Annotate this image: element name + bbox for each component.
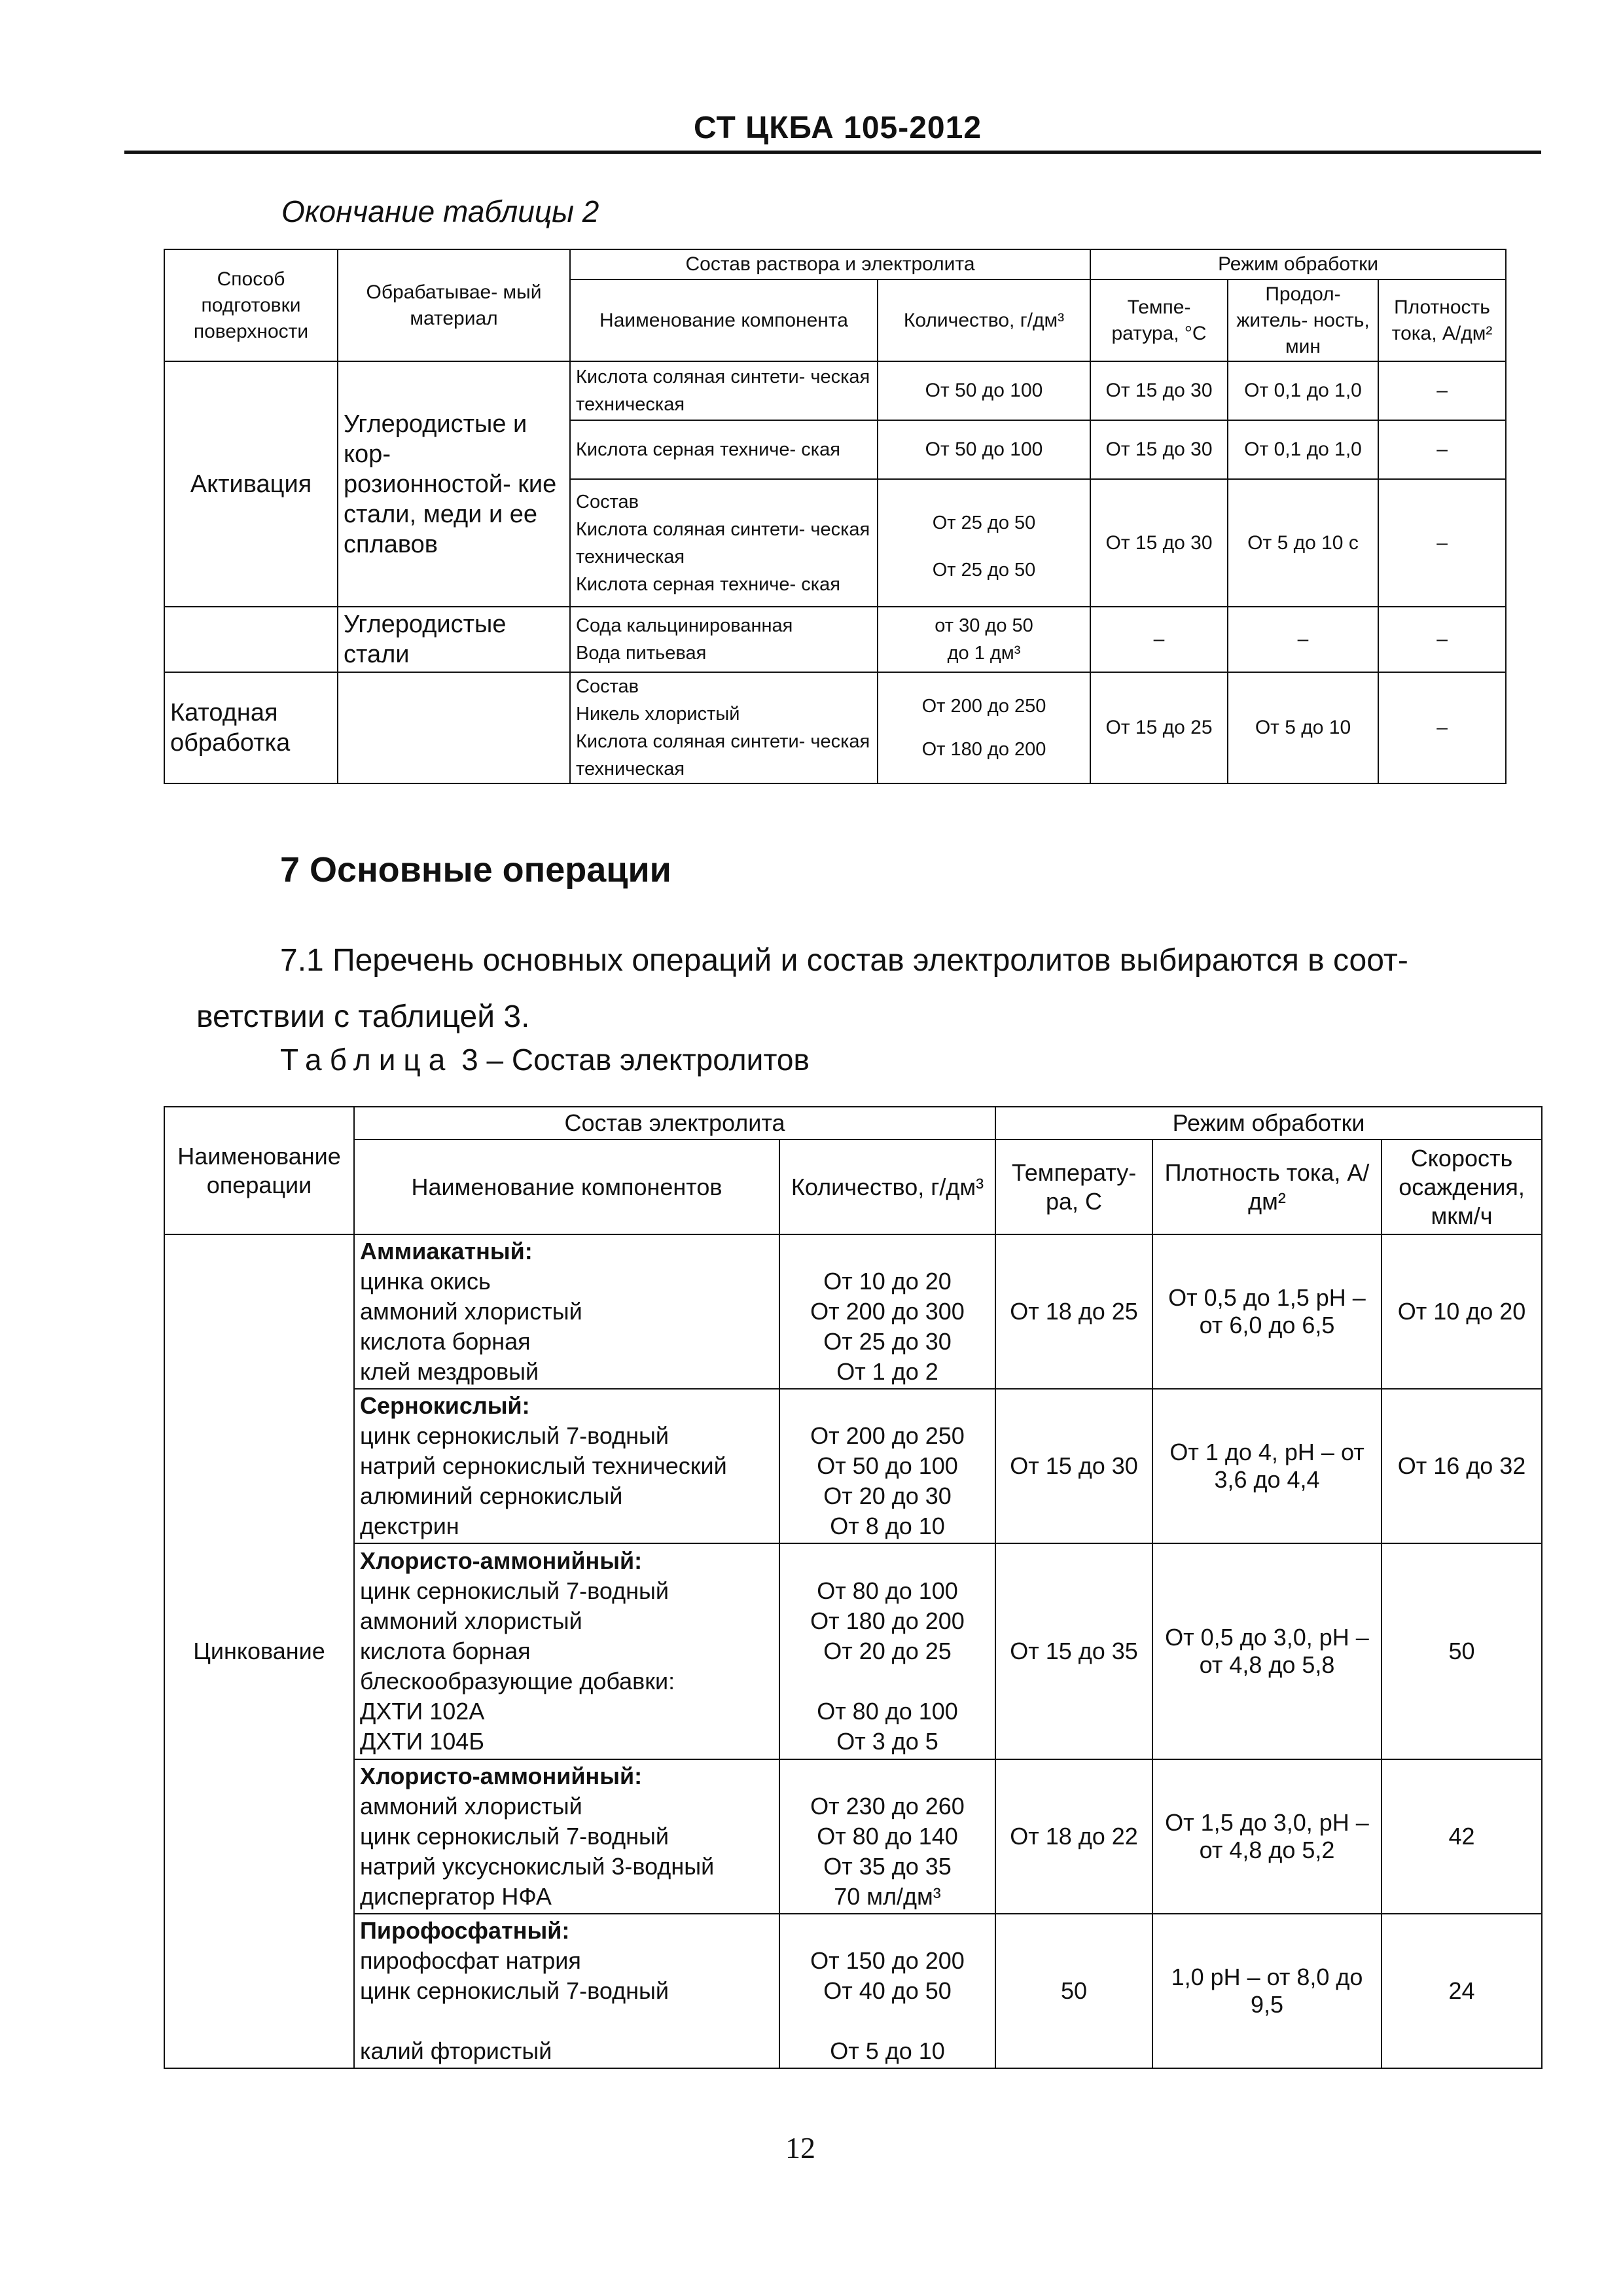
quantity-line: От 40 до 50 [823,1977,952,2004]
quantity-line: От 80 до 100 [817,1577,958,1604]
quantity-line: От 230 до 260 [810,1793,965,1820]
quantity-line: до 1 дм³ [947,643,1021,664]
header-density: Плотность тока, А/дм² [1378,279,1506,361]
header-material: Обрабатывае- мый материал [338,249,570,361]
header-quantity: Количество, г/дм³ [878,279,1090,361]
header-mode: Режим обработки [1090,249,1506,279]
component-line: Вода питьевая [576,643,707,664]
density-cell: От 1,5 до 3,0, pH – от 4,8 до 5,2 [1152,1759,1382,1914]
header-method: Способ подготовки поверхности [164,249,338,361]
density-cell: – [1378,607,1506,672]
rate-cell: От 16 до 32 [1382,1389,1542,1543]
component-line: Состав [576,676,639,697]
quantity-line: От 8 до 10 [830,1513,945,1539]
quantities-cell [779,1234,995,1389]
density-cell: От 1 до 4, pH – от 3,6 до 4,4 [1152,1389,1382,1543]
quantity-line: От 20 до 30 [823,1482,952,1509]
quantity-line: От 200 до 300 [810,1298,965,1325]
quantity-line: От 10 до 20 [823,1268,952,1295]
method-cathodic: Катодная обработка [164,672,338,783]
component-line: кислота борная [360,1638,531,1664]
duration-cell: – [1228,607,1378,672]
density-cell: От 0,5 до 1,5 pH – от 6,0 до 6,5 [1152,1234,1382,1389]
components-cell [354,1389,779,1543]
table-2 [164,249,1507,784]
temperature-cell: – [1090,607,1228,672]
density-cell: – [1378,672,1506,783]
component-line: цинка окись [360,1268,491,1295]
temperature-cell: От 18 до 25 [995,1234,1152,1389]
quantity-line [785,1916,990,1946]
component-line: натрий сернокислый технический [360,1452,727,1479]
quantity-line: От 25 до 50 [932,512,1036,533]
table-row [164,1914,1542,2068]
density-cell: – [1378,479,1506,607]
quantity-line: От 25 до 30 [823,1328,952,1355]
density-cell: От 0,5 до 3,0, pH – от 4,8 до 5,8 [1152,1543,1382,1759]
quantities-cell [779,1543,995,1759]
document-code: СТ ЦКБА 105-2012 [694,111,982,145]
component-line: цинк сернокислый 7-водный [360,1977,669,2004]
quantity-line: От 3 до 5 [836,1728,938,1755]
material-steels-copper: Углеродистые и кор- розионностой- кие стали, меди и ее сплавов [338,361,570,607]
component-line: Состав [576,491,639,512]
component-line [360,2006,774,2036]
header-temperature: Температу- ра, С [995,1139,1152,1234]
component-line: аммоний хлористый [360,1793,582,1820]
temperature-cell: От 15 до 30 [995,1389,1152,1543]
quantity-line: От 5 до 10 [830,2037,945,2064]
table-3 [164,1106,1543,2069]
header-temperature: Темпе- ратура, °С [1090,279,1228,361]
quantity-line: От 80 до 140 [817,1823,958,1850]
header-composition: Состав электролита [354,1107,995,1139]
quantity-line: От 1 до 2 [836,1358,938,1385]
quantity-line [785,1666,990,1696]
duration-cell: От 0,1 до 1,0 [1228,420,1378,479]
quantity-cell [878,479,1090,607]
page-number: 12 [785,2131,815,2164]
table-row [164,1234,1542,1389]
component-line: ДХТИ 104Б [360,1728,484,1755]
method-empty [164,607,338,672]
quantity-line [785,2006,990,2036]
components-cell [354,1759,779,1914]
header-duration: Продол- житель- ность, мин [1228,279,1378,361]
quantity-cell [878,607,1090,672]
header-quantity: Количество, г/дм³ [779,1139,995,1234]
header-components: Наименование компонентов [354,1139,779,1234]
quantity-line: 70 мл/дм³ [834,1883,941,1910]
rate-cell: 50 [1382,1543,1542,1759]
method-activation: Активация [164,361,338,607]
table-row [164,361,1506,420]
component-line: Кислота серная техниче- ская [576,573,840,595]
component-cell [570,607,878,672]
group-name: Хлористо-аммонийный: [360,1547,643,1574]
component-line: натрий уксуснокислый 3-водный [360,1853,715,1880]
quantity-line [785,1761,990,1791]
quantity-line: От 20 до 25 [823,1638,952,1664]
temperature-cell: От 15 до 30 [1090,420,1228,479]
header-component: Наименование компонента [570,279,878,361]
operation-zinc-plating: Цинкование [164,1234,354,2068]
temperature-cell: От 15 до 35 [995,1543,1152,1759]
components-cell [354,1543,779,1759]
quantity-line [785,1546,990,1576]
quantity-line: От 80 до 100 [817,1698,958,1725]
section-title: 7 Основные операции [280,850,671,889]
header-operation: Наименование операции [164,1107,354,1234]
component-line: аммоний хлористый [360,1607,582,1634]
component-line: Кислота соляная синтети- ческая техническая [576,518,870,567]
rate-cell: От 10 до 20 [1382,1234,1542,1389]
components-cell [354,1914,779,2068]
component-line: цинк сернокислый 7-водный [360,1823,669,1850]
temperature-cell: От 15 до 30 [1090,361,1228,420]
group-name: Сернокислый: [360,1392,530,1419]
temperature-cell: От 18 до 22 [995,1759,1152,1914]
material-empty [338,672,570,783]
component-cell: Кислота соляная синтети- ческая техническая [570,361,878,420]
component-line: пирофосфат натрия [360,1947,581,1974]
temperature-cell: От 15 до 30 [1090,479,1228,607]
quantity-cell: От 50 до 100 [878,420,1090,479]
header-rate: Скорость осаждения, мкм/ч [1382,1139,1542,1234]
duration-cell: От 0,1 до 1,0 [1228,361,1378,420]
group-name: Пирофосфатный: [360,1917,570,1944]
quantity-line: От 25 до 50 [932,559,1036,581]
component-line: блескообразующие добавки: [360,1668,675,1695]
component-cell: Кислота серная техниче- ская [570,420,878,479]
component-line: декстрин [360,1513,459,1539]
duration-cell: От 5 до 10 [1228,672,1378,783]
quantity-line [785,1236,990,1266]
density-cell: – [1378,361,1506,420]
table-row [164,607,1506,672]
component-line: калий фтористый [360,2037,552,2064]
component-line: клей мездровый [360,1358,539,1385]
component-cell [570,479,878,607]
component-line: Сода кальцинированная [576,615,793,636]
quantity-line: От 200 до 250 [810,1422,965,1449]
quantities-cell [779,1914,995,2068]
section-paragraph [196,933,1531,1045]
component-line: цинк сернокислый 7-водный [360,1577,669,1604]
header-mode: Режим обработки [995,1107,1542,1139]
header-rule [124,151,1541,154]
density-cell: – [1378,420,1506,479]
component-line: цинк сернокислый 7-водный [360,1422,669,1449]
quantity-line [785,1391,990,1421]
quantity-cell [878,672,1090,783]
component-line: аммоний хлористый [360,1298,582,1325]
quantity-line: От 150 до 200 [810,1947,965,1974]
table2-caption: Окончание таблицы 2 [281,194,599,228]
table-row [164,1389,1542,1543]
quantity-line: От 50 до 100 [817,1452,958,1479]
duration-cell: От 5 до 10 с [1228,479,1378,607]
table-row [164,1543,1542,1759]
component-line: кислота борная [360,1328,531,1355]
components-cell [354,1234,779,1389]
table3-caption-title: 3 – Состав электролитов [453,1043,810,1077]
header-density: Плотность тока, А/дм² [1152,1139,1382,1234]
component-line: диспергатор НФА [360,1883,552,1910]
component-line: Кислота соляная синтети- ческая техническая [576,731,870,780]
rate-cell: 42 [1382,1759,1542,1914]
quantities-cell [779,1759,995,1914]
table3-caption-label: Таблица [280,1043,454,1077]
density-cell: 1,0 pH – от 8,0 до 9,5 [1152,1914,1382,2068]
table-row [164,1759,1542,1914]
temperature-cell: От 15 до 25 [1090,672,1228,783]
component-line: алюминий сернокислый [360,1482,623,1509]
table-row [164,672,1506,783]
rate-cell: 24 [1382,1914,1542,2068]
temperature-cell: 50 [995,1914,1152,2068]
component-cell [570,672,878,783]
quantity-line: От 180 до 200 [921,739,1046,760]
group-name: Хлористо-аммонийный: [360,1763,643,1789]
group-name: Аммиакатный: [360,1238,533,1265]
quantity-line: От 180 до 200 [810,1607,965,1634]
header-composition: Состав раствора и электролита [570,249,1090,279]
quantities-cell [779,1389,995,1543]
component-line: Никель хлористый [576,704,740,725]
component-line: ДХТИ 102А [360,1698,485,1725]
quantity-line: От 35 до 35 [823,1853,952,1880]
material-carbon-steels: Углеродистые стали [338,607,570,672]
quantity-line: От 200 до 250 [921,696,1046,717]
quantity-line: от 30 до 50 [935,615,1033,636]
paragraph-text: 7.1 Перечень основных операций и состав электролитов выбираются в соот- ветствии с таблицей 3. [196,943,1408,1034]
quantity-cell: От 50 до 100 [878,361,1090,420]
table3-caption [280,1042,810,1077]
